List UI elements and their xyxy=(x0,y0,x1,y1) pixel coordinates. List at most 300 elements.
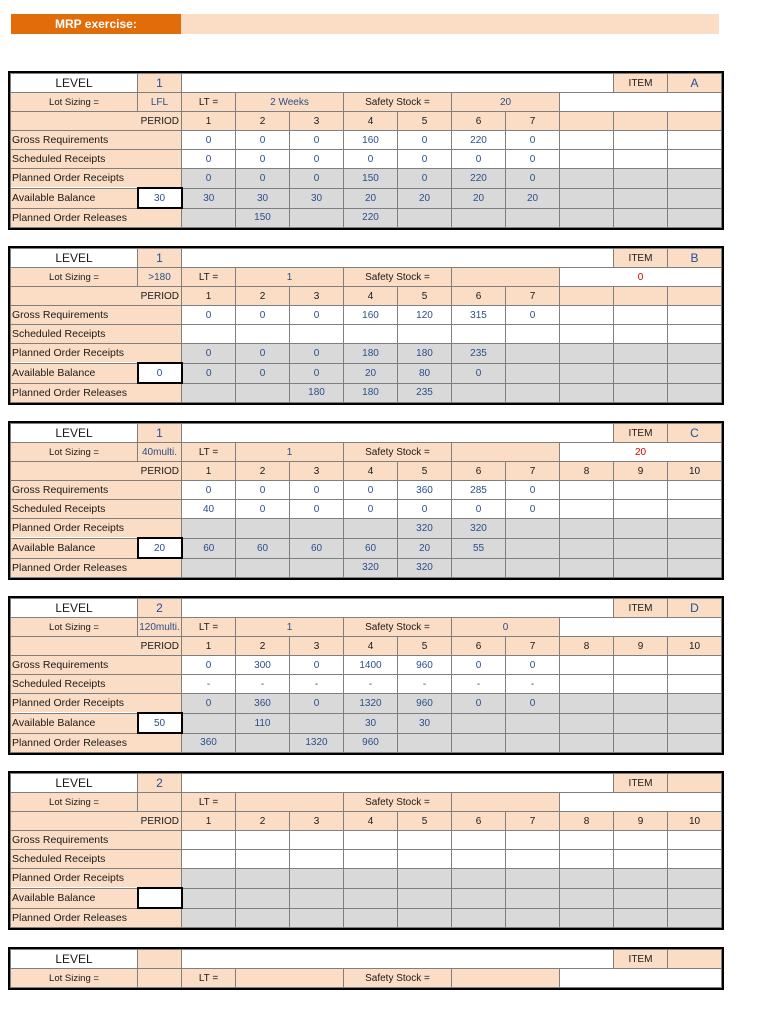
available-initial[interactable]: 20 xyxy=(138,538,182,558)
scheduled-receipts-cell[interactable] xyxy=(560,325,614,344)
safety-stock-value[interactable] xyxy=(452,443,560,462)
planned-order-releases-cell[interactable]: 180 xyxy=(344,383,398,403)
planned-order-receipts-cell[interactable]: 0 xyxy=(452,694,506,714)
gross-requirements-cell[interactable] xyxy=(236,831,290,850)
scheduled-receipts-cell[interactable]: - xyxy=(236,675,290,694)
gross-requirements-cell[interactable]: 1400 xyxy=(344,656,398,675)
planned-order-receipts-cell[interactable]: 360 xyxy=(236,694,290,714)
item-value[interactable] xyxy=(668,774,722,793)
gross-requirements-cell[interactable]: 285 xyxy=(452,481,506,500)
planned-order-releases-cell[interactable] xyxy=(668,208,722,228)
scheduled-receipts-cell[interactable] xyxy=(614,150,668,169)
planned-order-releases-cell[interactable] xyxy=(614,558,668,578)
planned-order-releases-cell[interactable] xyxy=(560,208,614,228)
level-value[interactable]: 2 xyxy=(138,774,182,793)
scheduled-receipts-cell[interactable] xyxy=(668,675,722,694)
gross-requirements-cell[interactable] xyxy=(668,131,722,150)
planned-order-receipts-cell[interactable] xyxy=(290,519,344,539)
gross-requirements-cell[interactable]: 315 xyxy=(452,306,506,325)
scheduled-receipts-cell[interactable]: 0 xyxy=(506,150,560,169)
gross-requirements-cell[interactable]: 0 xyxy=(290,306,344,325)
available-balance-cell[interactable] xyxy=(614,188,668,208)
safety-stock-extra[interactable] xyxy=(560,969,722,988)
available-balance-cell[interactable]: 20 xyxy=(398,188,452,208)
scheduled-receipts-cell[interactable] xyxy=(506,850,560,869)
scheduled-receipts-cell[interactable] xyxy=(560,850,614,869)
scheduled-receipts-cell[interactable]: 0 xyxy=(236,150,290,169)
available-initial[interactable]: 50 xyxy=(138,713,182,733)
gross-requirements-cell[interactable] xyxy=(668,306,722,325)
available-balance-cell[interactable] xyxy=(236,888,290,908)
gross-requirements-cell[interactable]: 0 xyxy=(182,481,236,500)
planned-order-releases-cell[interactable] xyxy=(290,908,344,928)
scheduled-receipts-cell[interactable] xyxy=(344,850,398,869)
scheduled-receipts-cell[interactable] xyxy=(344,325,398,344)
planned-order-releases-cell[interactable] xyxy=(506,733,560,753)
mrp-table xyxy=(10,773,722,928)
lt-value[interactable]: 2 Weeks xyxy=(236,93,344,112)
planned-order-receipts-cell[interactable] xyxy=(452,869,506,889)
planned-order-releases-cell[interactable] xyxy=(182,383,236,403)
gross-requirements-cell[interactable]: 300 xyxy=(236,656,290,675)
available-initial[interactable]: 0 xyxy=(138,363,182,383)
scheduled-receipts-cell[interactable]: 0 xyxy=(398,500,452,519)
planned-order-releases-cell[interactable] xyxy=(452,383,506,403)
planned-order-receipts-cell[interactable]: 180 xyxy=(398,344,452,364)
gross-requirements-cell[interactable]: 0 xyxy=(290,481,344,500)
safety-stock-value[interactable]: 0 xyxy=(452,618,560,637)
planned-order-releases-cell[interactable] xyxy=(182,208,236,228)
level-value[interactable] xyxy=(138,950,182,969)
scheduled-receipts-cell[interactable]: - xyxy=(182,675,236,694)
gross-requirements-cell[interactable]: 0 xyxy=(236,131,290,150)
planned-order-receipts-cell[interactable]: 0 xyxy=(290,694,344,714)
available-balance-cell[interactable] xyxy=(668,188,722,208)
gross-requirements-cell[interactable]: 0 xyxy=(398,131,452,150)
gross-requirements-cell[interactable] xyxy=(398,831,452,850)
gross-requirements-cell[interactable]: 0 xyxy=(182,656,236,675)
scheduled-receipts-cell[interactable] xyxy=(560,675,614,694)
gross-requirements-cell[interactable]: 0 xyxy=(236,306,290,325)
planned-order-receipts-cell[interactable]: 1320 xyxy=(344,694,398,714)
planned-order-releases-cell[interactable] xyxy=(560,733,614,753)
planned-order-receipts-cell[interactable]: 0 xyxy=(506,169,560,189)
planned-order-receipts-cell[interactable] xyxy=(560,869,614,889)
planned-order-receipts-cell[interactable] xyxy=(614,869,668,889)
gross-requirements-cell[interactable] xyxy=(560,481,614,500)
available-initial[interactable] xyxy=(138,888,182,908)
available-balance-cell[interactable]: 110 xyxy=(236,713,290,733)
gross-requirements-cell[interactable]: 120 xyxy=(398,306,452,325)
available-balance-cell[interactable]: 30 xyxy=(398,713,452,733)
available-balance-cell[interactable] xyxy=(344,888,398,908)
planned-order-releases-cell[interactable]: 235 xyxy=(398,383,452,403)
safety-stock-value[interactable] xyxy=(452,793,560,812)
planned-order-releases-cell[interactable] xyxy=(506,558,560,578)
planned-order-releases-cell[interactable] xyxy=(668,908,722,928)
gross-requirements-cell[interactable] xyxy=(560,656,614,675)
planned-order-releases-cell[interactable]: 180 xyxy=(290,383,344,403)
planned-order-receipts-cell[interactable]: 0 xyxy=(236,344,290,364)
lot-sizing-value[interactable] xyxy=(138,793,182,812)
planned-order-releases-cell[interactable] xyxy=(560,908,614,928)
available-balance-cell[interactable]: 0 xyxy=(236,363,290,383)
scheduled-receipts-cell[interactable] xyxy=(452,325,506,344)
scheduled-receipts-cell[interactable]: 0 xyxy=(344,150,398,169)
available-balance-cell[interactable]: 0 xyxy=(182,363,236,383)
available-balance-cell[interactable]: 20 xyxy=(452,188,506,208)
scheduled-receipts-cell[interactable]: 0 xyxy=(182,150,236,169)
scheduled-receipts-cell[interactable]: - xyxy=(506,675,560,694)
safety-stock-extra[interactable] xyxy=(560,93,722,112)
planned-order-releases-cell[interactable] xyxy=(344,908,398,928)
planned-order-receipts-cell[interactable]: 235 xyxy=(452,344,506,364)
planned-order-releases-cell[interactable] xyxy=(290,558,344,578)
scheduled-receipts-cell[interactable] xyxy=(668,850,722,869)
planned-order-releases-cell[interactable] xyxy=(182,908,236,928)
planned-order-receipts-cell[interactable]: 220 xyxy=(452,169,506,189)
scheduled-receipts-cell[interactable]: - xyxy=(452,675,506,694)
gross-requirements-cell[interactable]: 360 xyxy=(398,481,452,500)
planned-order-releases-cell[interactable] xyxy=(506,908,560,928)
level-value[interactable]: 1 xyxy=(138,424,182,443)
planned-order-receipts-cell[interactable] xyxy=(668,519,722,539)
safety-stock-value[interactable]: 20 xyxy=(452,93,560,112)
planned-order-releases-cell[interactable] xyxy=(452,733,506,753)
available-balance-cell[interactable] xyxy=(560,888,614,908)
gross-requirements-cell[interactable]: 0 xyxy=(182,306,236,325)
scheduled-receipts-cell[interactable]: 0 xyxy=(290,500,344,519)
gross-requirements-cell[interactable] xyxy=(182,831,236,850)
planned-order-releases-cell[interactable] xyxy=(182,558,236,578)
scheduled-receipts-cell[interactable] xyxy=(614,325,668,344)
available-balance-cell[interactable] xyxy=(290,888,344,908)
gross-requirements-cell[interactable] xyxy=(614,481,668,500)
scheduled-receipts-cell[interactable]: 0 xyxy=(236,500,290,519)
available-balance-cell[interactable]: 20 xyxy=(344,188,398,208)
available-balance-cell[interactable] xyxy=(290,713,344,733)
lt-value[interactable] xyxy=(236,969,344,988)
level-value[interactable]: 2 xyxy=(138,599,182,618)
available-balance-cell[interactable]: 20 xyxy=(506,188,560,208)
scheduled-receipts-cell[interactable]: 0 xyxy=(344,500,398,519)
lot-sizing-value[interactable]: 40multi. xyxy=(138,443,182,462)
planned-order-releases-cell[interactable] xyxy=(614,383,668,403)
safety-stock-extra[interactable]: 0 xyxy=(560,268,722,287)
planned-order-releases-cell[interactable] xyxy=(560,383,614,403)
planned-order-releases-cell[interactable] xyxy=(614,908,668,928)
gross-requirements-cell[interactable]: 960 xyxy=(398,656,452,675)
available-balance-cell[interactable]: 60 xyxy=(290,538,344,558)
available-balance-cell[interactable] xyxy=(452,713,506,733)
planned-order-receipts-cell[interactable] xyxy=(398,869,452,889)
available-balance-cell[interactable] xyxy=(668,888,722,908)
planned-order-receipts-cell[interactable] xyxy=(506,519,560,539)
level-value[interactable]: 1 xyxy=(138,74,182,93)
planned-order-releases-cell[interactable]: 1320 xyxy=(290,733,344,753)
planned-order-releases-cell[interactable] xyxy=(236,383,290,403)
planned-order-receipts-cell[interactable]: 180 xyxy=(344,344,398,364)
available-balance-cell[interactable] xyxy=(506,538,560,558)
scheduled-receipts-cell[interactable] xyxy=(398,325,452,344)
planned-order-receipts-cell[interactable] xyxy=(182,869,236,889)
lot-sizing-value[interactable]: LFL xyxy=(138,93,182,112)
item-value[interactable]: A xyxy=(668,74,722,93)
planned-order-receipts-cell[interactable] xyxy=(614,344,668,364)
gross-requirements-cell[interactable]: 0 xyxy=(452,656,506,675)
planned-order-releases-cell[interactable] xyxy=(236,908,290,928)
gross-requirements-cell[interactable]: 0 xyxy=(182,131,236,150)
available-balance-cell[interactable] xyxy=(506,888,560,908)
planned-order-receipts-cell[interactable] xyxy=(506,869,560,889)
scheduled-receipts-cell[interactable] xyxy=(290,850,344,869)
scheduled-receipts-cell[interactable] xyxy=(614,675,668,694)
available-balance-cell[interactable] xyxy=(560,188,614,208)
gross-requirements-cell[interactable]: 0 xyxy=(506,656,560,675)
planned-order-receipts-cell[interactable] xyxy=(668,344,722,364)
item-value[interactable] xyxy=(668,950,722,969)
gross-requirements-cell[interactable]: 0 xyxy=(236,481,290,500)
scheduled-receipts-cell[interactable] xyxy=(560,500,614,519)
gross-requirements-cell[interactable] xyxy=(668,831,722,850)
scheduled-receipts-cell[interactable]: - xyxy=(290,675,344,694)
gross-requirements-cell[interactable]: 0 xyxy=(344,481,398,500)
gross-requirements-cell[interactable]: 0 xyxy=(506,131,560,150)
available-balance-cell[interactable]: 55 xyxy=(452,538,506,558)
scheduled-receipts-cell[interactable] xyxy=(236,850,290,869)
lot-sizing-value[interactable]: 120multi. xyxy=(138,618,182,637)
available-balance-cell[interactable]: 20 xyxy=(398,538,452,558)
planned-order-receipts-cell[interactable] xyxy=(668,694,722,714)
planned-order-receipts-cell[interactable] xyxy=(560,344,614,364)
available-balance-cell[interactable] xyxy=(506,713,560,733)
planned-order-releases-cell[interactable]: 360 xyxy=(182,733,236,753)
gross-requirements-cell[interactable] xyxy=(506,831,560,850)
gross-requirements-cell[interactable]: 160 xyxy=(344,131,398,150)
available-balance-cell[interactable] xyxy=(668,538,722,558)
available-initial[interactable]: 30 xyxy=(138,188,182,208)
gross-requirements-cell[interactable] xyxy=(560,131,614,150)
available-balance-cell[interactable] xyxy=(614,713,668,733)
item-value[interactable]: B xyxy=(668,249,722,268)
gross-requirements-cell[interactable]: 0 xyxy=(290,131,344,150)
available-balance-cell[interactable]: 60 xyxy=(236,538,290,558)
scheduled-receipts-cell[interactable] xyxy=(398,850,452,869)
planned-order-releases-cell[interactable] xyxy=(236,558,290,578)
planned-order-receipts-cell[interactable]: 320 xyxy=(452,519,506,539)
gross-requirements-cell[interactable]: 220 xyxy=(452,131,506,150)
level-label: LEVEL xyxy=(11,950,138,969)
gross-requirements-cell[interactable] xyxy=(614,131,668,150)
lt-value[interactable] xyxy=(236,793,344,812)
safety-stock-extra[interactable]: 20 xyxy=(560,443,722,462)
planned-order-releases-cell[interactable] xyxy=(668,558,722,578)
planned-order-receipts-cell[interactable] xyxy=(236,519,290,539)
scheduled-receipts-cell[interactable]: 0 xyxy=(398,150,452,169)
planned-order-releases-cell[interactable]: 220 xyxy=(344,208,398,228)
planned-order-receipts-cell[interactable]: 0 xyxy=(290,344,344,364)
scheduled-receipts-cell[interactable] xyxy=(452,850,506,869)
available-balance-cell[interactable] xyxy=(614,538,668,558)
gross-requirements-cell[interactable] xyxy=(290,831,344,850)
planned-order-releases-cell[interactable] xyxy=(506,208,560,228)
planned-order-receipts-cell[interactable]: 0 xyxy=(182,169,236,189)
item-value[interactable]: D xyxy=(668,599,722,618)
planned-order-releases-cell[interactable] xyxy=(452,208,506,228)
gross-requirements-cell[interactable] xyxy=(344,831,398,850)
planned-order-releases-cell[interactable]: 960 xyxy=(344,733,398,753)
level-value[interactable]: 1 xyxy=(138,249,182,268)
scheduled-receipts-cell[interactable] xyxy=(614,850,668,869)
scheduled-receipts-cell[interactable] xyxy=(614,500,668,519)
planned-order-releases-cell[interactable]: 150 xyxy=(236,208,290,228)
planned-order-receipts-cell[interactable] xyxy=(560,694,614,714)
gross-requirements-cell[interactable] xyxy=(560,831,614,850)
gross-requirements-cell[interactable] xyxy=(614,656,668,675)
planned-order-receipts-cell[interactable]: 0 xyxy=(236,169,290,189)
planned-order-receipts-cell[interactable] xyxy=(614,694,668,714)
planned-order-receipts-cell[interactable] xyxy=(344,519,398,539)
level-spacer xyxy=(182,249,614,268)
available-balance-cell[interactable]: 30 xyxy=(344,713,398,733)
available-balance-cell[interactable]: 20 xyxy=(344,363,398,383)
period-number: 2 xyxy=(236,462,290,481)
lt-value[interactable]: 1 xyxy=(236,268,344,287)
planned-order-receipts-cell[interactable]: 0 xyxy=(290,169,344,189)
gross-requirements-cell[interactable]: 0 xyxy=(506,306,560,325)
planned-order-receipts-cell[interactable]: 0 xyxy=(506,694,560,714)
scheduled-receipts-cell[interactable] xyxy=(506,325,560,344)
scheduled-receipts-cell[interactable]: 0 xyxy=(290,150,344,169)
safety-stock-value[interactable] xyxy=(452,268,560,287)
planned-order-releases-cell[interactable] xyxy=(398,208,452,228)
safety-stock-extra[interactable] xyxy=(560,793,722,812)
planned-order-releases-cell[interactable] xyxy=(614,733,668,753)
scheduled-receipts-cell[interactable]: - xyxy=(344,675,398,694)
scheduled-receipts-cell[interactable] xyxy=(182,850,236,869)
planned-order-releases-cell[interactable] xyxy=(236,733,290,753)
planned-order-releases-cell[interactable] xyxy=(290,208,344,228)
available-balance-cell[interactable]: 80 xyxy=(398,363,452,383)
available-balance-cell[interactable] xyxy=(560,713,614,733)
planned-order-receipts-cell[interactable] xyxy=(290,869,344,889)
available-balance-cell[interactable]: 30 xyxy=(182,188,236,208)
safety-stock-extra[interactable] xyxy=(560,618,722,637)
gross-requirements-label: Gross Requirements xyxy=(11,656,182,675)
planned-order-receipts-cell[interactable]: 960 xyxy=(398,694,452,714)
planned-order-releases-cell[interactable] xyxy=(668,383,722,403)
available-balance-cell[interactable]: 30 xyxy=(236,188,290,208)
lot-sizing-value[interactable] xyxy=(138,969,182,988)
available-balance-cell[interactable]: 60 xyxy=(182,538,236,558)
planned-order-releases-cell[interactable] xyxy=(506,383,560,403)
lt-value[interactable]: 1 xyxy=(236,618,344,637)
safety-stock-value[interactable] xyxy=(452,969,560,988)
planned-order-receipts-cell[interactable] xyxy=(668,869,722,889)
planned-order-receipts-cell[interactable]: 0 xyxy=(182,344,236,364)
planned-order-releases-cell[interactable] xyxy=(452,558,506,578)
gross-requirements-cell[interactable]: 0 xyxy=(290,656,344,675)
gross-requirements-cell[interactable] xyxy=(668,481,722,500)
planned-order-receipts-cell[interactable] xyxy=(344,869,398,889)
planned-order-releases-cell[interactable] xyxy=(668,733,722,753)
available-balance-cell[interactable]: 0 xyxy=(452,363,506,383)
planned-order-receipts-cell[interactable] xyxy=(236,869,290,889)
planned-order-releases-cell[interactable] xyxy=(614,208,668,228)
planned-order-releases-cell[interactable] xyxy=(560,558,614,578)
planned-order-releases-cell[interactable]: 320 xyxy=(398,558,452,578)
scheduled-receipts-cell[interactable]: 40 xyxy=(182,500,236,519)
available-balance-cell[interactable] xyxy=(668,363,722,383)
available-balance-cell[interactable] xyxy=(452,888,506,908)
period-number xyxy=(614,287,668,306)
available-balance-cell[interactable]: 60 xyxy=(344,538,398,558)
scheduled-receipts-cell[interactable] xyxy=(560,150,614,169)
gross-requirements-cell[interactable]: 160 xyxy=(344,306,398,325)
planned-order-releases-cell[interactable] xyxy=(452,908,506,928)
available-balance-cell[interactable]: 0 xyxy=(290,363,344,383)
planned-order-receipts-cell[interactable]: 0 xyxy=(398,169,452,189)
available-balance-cell[interactable] xyxy=(560,363,614,383)
gross-requirements-cell[interactable] xyxy=(668,656,722,675)
item-value[interactable]: C xyxy=(668,424,722,443)
available-balance-cell[interactable] xyxy=(560,538,614,558)
planned-order-receipts-cell[interactable] xyxy=(560,169,614,189)
planned-order-releases-cell[interactable] xyxy=(398,908,452,928)
gross-requirements-cell[interactable] xyxy=(614,831,668,850)
scheduled-receipts-cell[interactable] xyxy=(182,325,236,344)
scheduled-receipts-cell[interactable]: 0 xyxy=(452,150,506,169)
gross-requirements-cell[interactable] xyxy=(614,306,668,325)
planned-order-receipts-cell[interactable]: 320 xyxy=(398,519,452,539)
scheduled-receipts-cell[interactable] xyxy=(236,325,290,344)
scheduled-receipts-cell[interactable] xyxy=(668,500,722,519)
gross-requirements-cell[interactable] xyxy=(452,831,506,850)
scheduled-receipts-cell[interactable]: 0 xyxy=(452,500,506,519)
planned-order-receipts-cell[interactable] xyxy=(614,169,668,189)
scheduled-receipts-cell[interactable] xyxy=(668,325,722,344)
planned-order-releases-cell[interactable] xyxy=(398,733,452,753)
planned-order-receipts-cell[interactable] xyxy=(560,519,614,539)
scheduled-receipts-cell[interactable]: 0 xyxy=(506,500,560,519)
scheduled-receipts-cell[interactable]: - xyxy=(398,675,452,694)
gross-requirements-cell[interactable] xyxy=(560,306,614,325)
available-balance-cell[interactable] xyxy=(182,888,236,908)
planned-order-receipts-cell[interactable] xyxy=(182,519,236,539)
planned-order-receipts-cell[interactable]: 150 xyxy=(344,169,398,189)
scheduled-receipts-cell[interactable] xyxy=(668,150,722,169)
period-number: 5 xyxy=(398,287,452,306)
gross-requirements-cell[interactable]: 0 xyxy=(506,481,560,500)
available-balance-cell[interactable] xyxy=(506,363,560,383)
planned-order-receipts-label: Planned Order Receipts xyxy=(11,344,182,364)
period-number: 9 xyxy=(614,462,668,481)
available-balance-cell[interactable] xyxy=(398,888,452,908)
available-balance-cell[interactable] xyxy=(614,363,668,383)
available-balance-cell[interactable]: 30 xyxy=(290,188,344,208)
lot-sizing-value[interactable]: >180 xyxy=(138,268,182,287)
planned-order-receipts-cell[interactable] xyxy=(614,519,668,539)
planned-order-receipts-cell[interactable] xyxy=(506,344,560,364)
lt-value[interactable]: 1 xyxy=(236,443,344,462)
available-balance-cell[interactable] xyxy=(614,888,668,908)
planned-order-receipts-cell[interactable]: 0 xyxy=(182,694,236,714)
scheduled-receipts-cell[interactable] xyxy=(290,325,344,344)
available-balance-cell[interactable] xyxy=(668,713,722,733)
available-balance-cell[interactable] xyxy=(182,713,236,733)
planned-order-releases-cell[interactable]: 320 xyxy=(344,558,398,578)
planned-order-receipts-cell[interactable] xyxy=(668,169,722,189)
